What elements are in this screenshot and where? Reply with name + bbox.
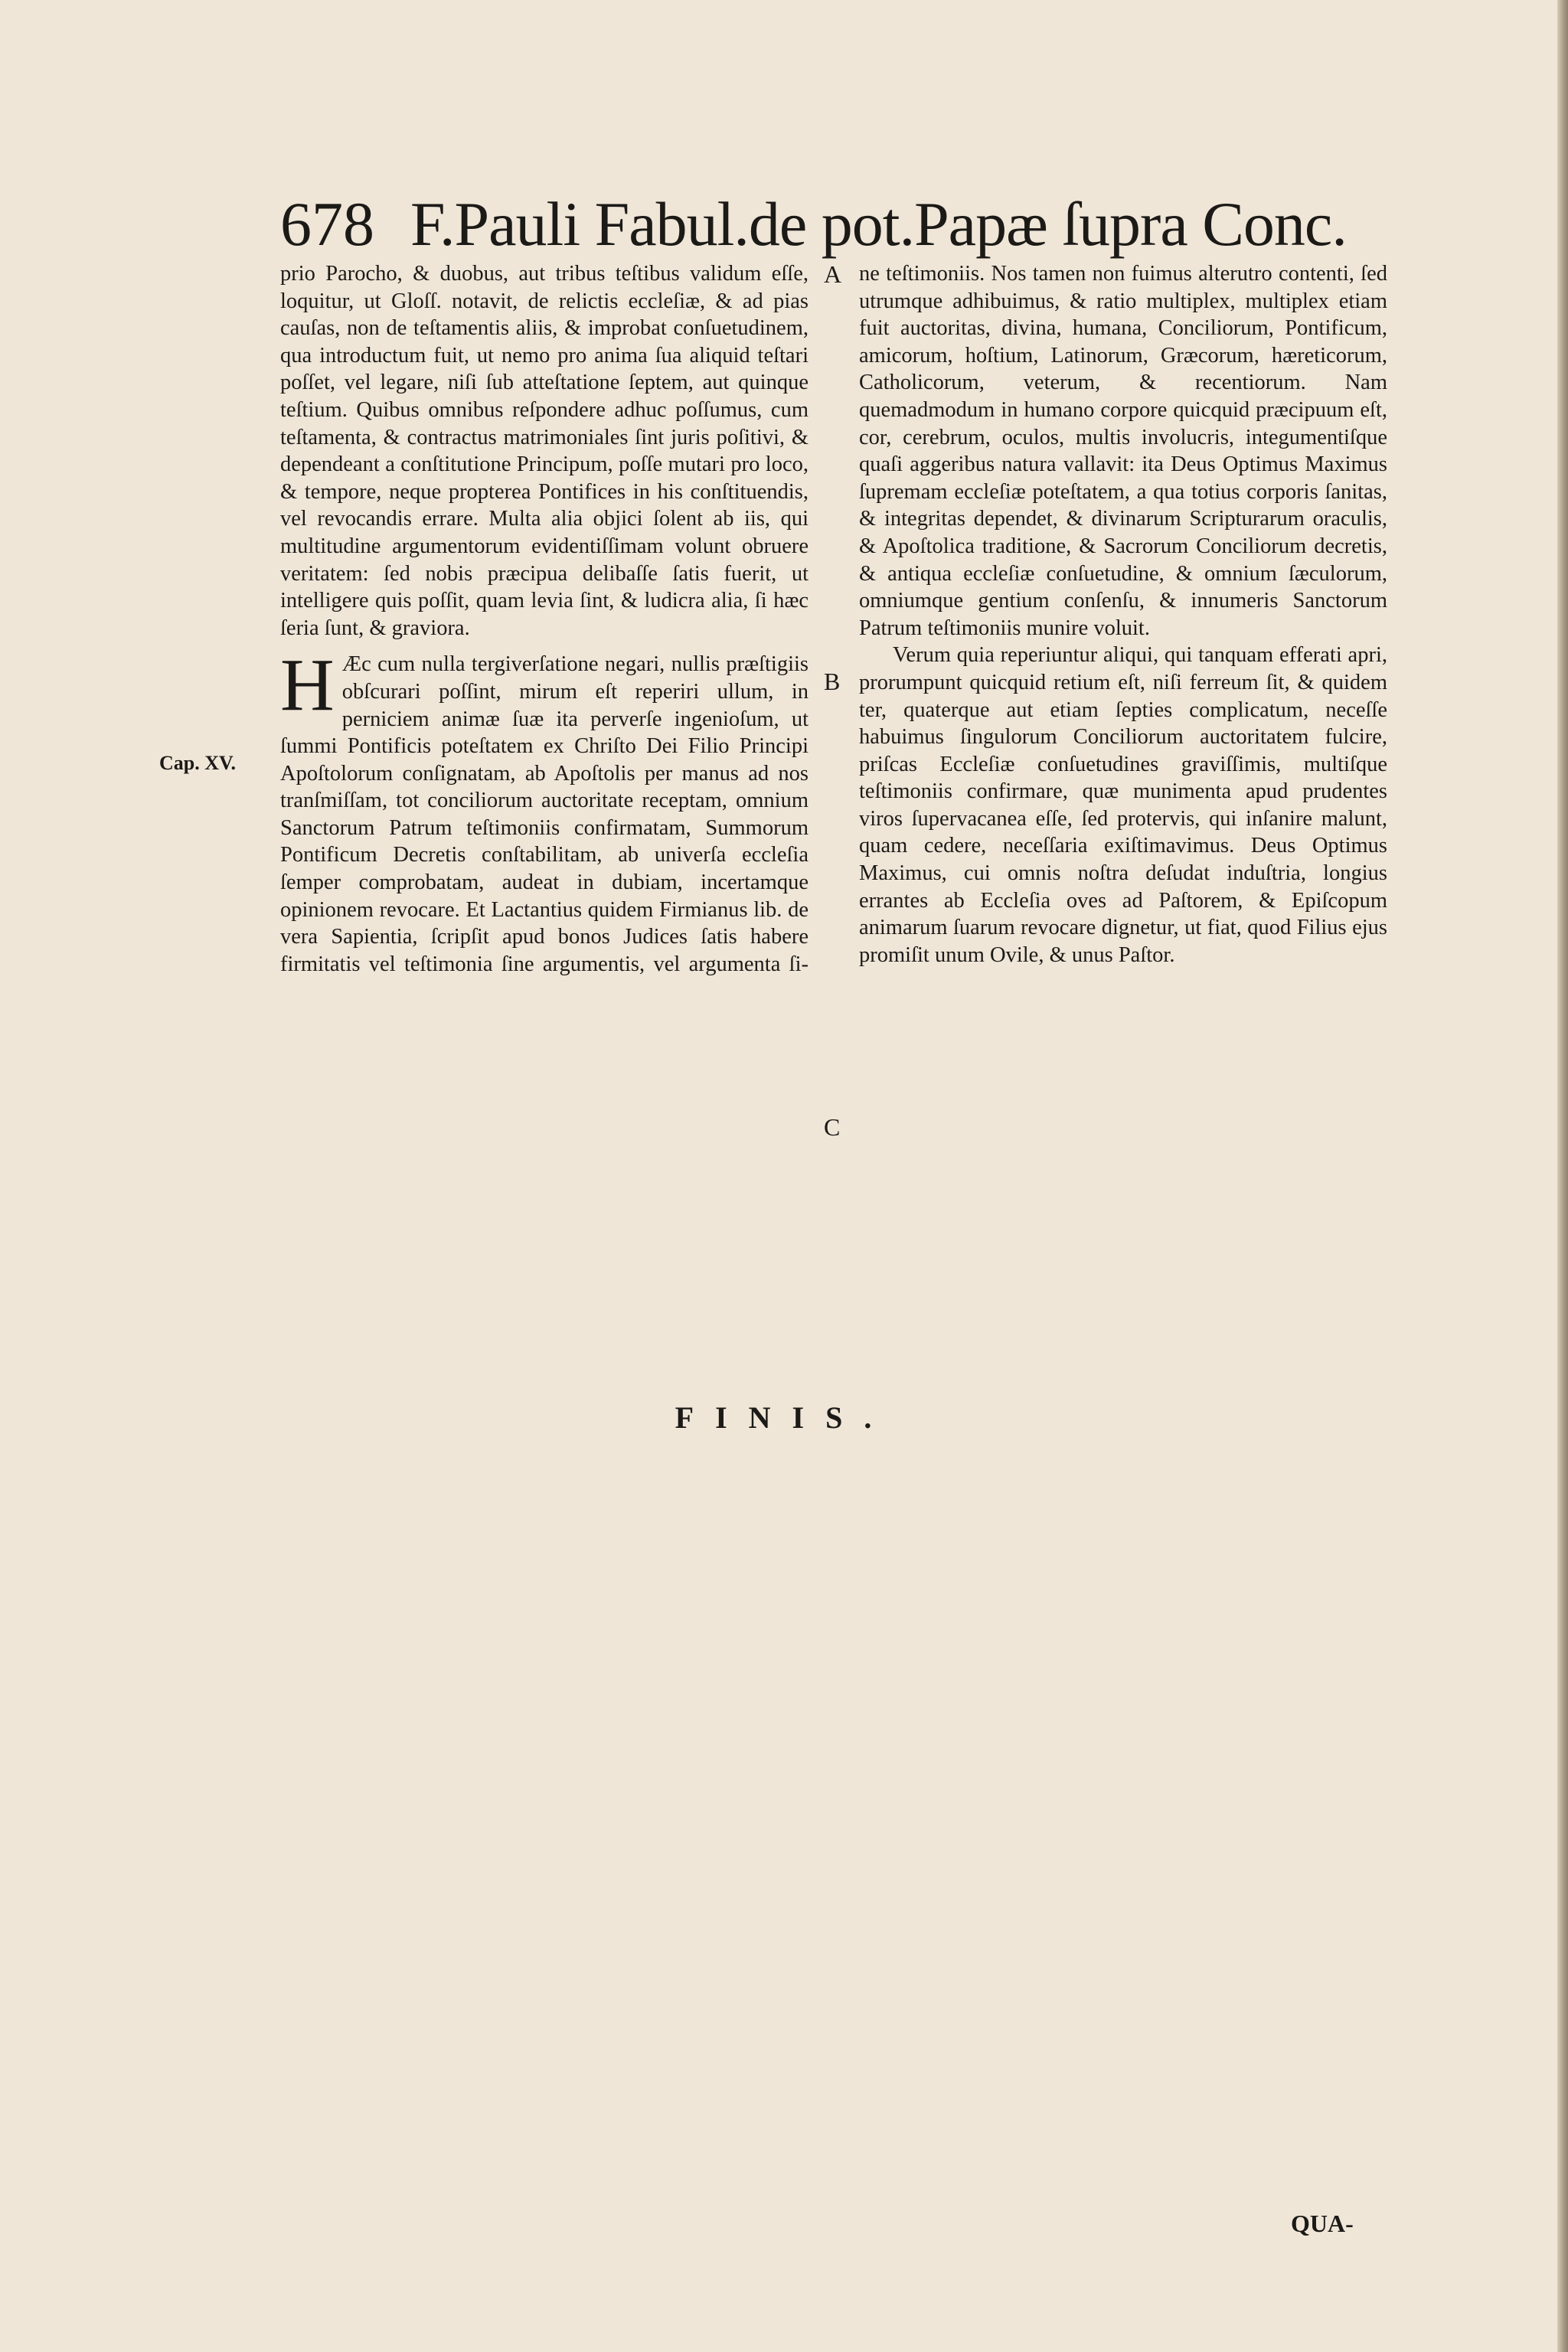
right-paragraph-2: Verum quia reperiuntur aliqui, qui tanquam efferati apri, prorumpunt quicquid retium eſt, niſi ferreum ſit, & quidem ter, quaterque aut etiam ſepties complicatum, neceſſe habuimus ſingulorum Conciliorum auctoritatem fulcire, priſcas Eccleſiæ conſuetudines graviſſimis, multiſque teſtimoniis confirmare, quæ munimenta apud prudentes viros ſupervacanea eſſe, ſed protervis, qui inſanire malunt, quam cedere, neceſſaria exiſtimavimus. Deus Optimus Maximus, cui omnis noſtra deſudat induſtria, longius errantes ab Eccleſia oves ad Paſtorem, & Epiſcopum animarum ſuarum revocare dignetur, ut fiat, quod Filius ejus promiſit unum Ovile, & unus Paſtor. [859, 643, 1387, 967]
drop-cap: H [280, 644, 335, 727]
page-number: 678 [280, 189, 374, 259]
right-paragraph-1: ne teſtimoniis. Nos tamen non fuimus alterutro contenti, ſed utrumque adhibuimus, & ratio multiplex, multiplex etiam fuit auctoritas, divina, humana, Conciliorum, Pontificum, amicorum, hoſtium, Latinorum, Græcorum, hæreticorum, Catholicorum, veterum, & recentiorum. Nam quemadmodum in humano corpore quicquid præcipuum eſt, cor, cerebrum, oculos, multis involucris, integumentiſque quaſi aggeribus natura vallavit: ita Deus Optimus Maximus ſupremam eccleſiæ poteſtatem, a qua totius corporis ſanitas, & integritas dependet, & divinarum Scripturarum oraculis, & Apoſtolica traditione, & Sacrorum Conciliorum decretis, & antiqua eccleſiæ conſuetudine, & omnium ſæculorum, omniumque gentium conſenſu, & innumeris Sanctorum Patrum teſtimoniis munire voluit. [859, 262, 1387, 640]
margin-marker-c: C [824, 1113, 841, 1141]
left-column [280, 260, 808, 978]
page-edge [1557, 0, 1568, 2352]
margin-marker-a: A [824, 260, 842, 288]
running-title: F.Pauli Fabul.de pot.Papæ ſupra Conc. [410, 189, 1347, 259]
finis-heading: FINIS. [675, 1400, 893, 1435]
page-header [280, 182, 1367, 266]
left-paragraph-2-text: Æc cum nulla tergiverſatione negari, nullis præſtigiis obſcurari poſſint, mirum eſt reperiri ullum, in perniciem animæ ſuæ ita perverſe ingenioſum, ut ſummi Pontificis poteſtatem ex Chriſto Dei Filio Principi Apoſtolorum conſignatam, ab Apoſtolis per manus ad nos tranſmiſſam, tot conciliorum auctoritate receptam, omnium Sanctorum Patrum teſtimoniis confirmatam, Summorum Pontificum Decretis conſtabilitam, ab univerſa eccleſia ſemper comprobatam, audeat in dubiam, incertamque opinionem revocare. Et Lactantius quidem Firmianus lib. de vera Sapientia, ſcripſit apud bonos Judices ſatis habere firmitatis vel teſtimonia ſine argumentis, vel argumenta ſi- [280, 652, 808, 976]
chapter-label: Cap. XV. [159, 752, 236, 774]
left-paragraph-2 [280, 644, 808, 978]
margin-marker-b: B [824, 668, 841, 695]
right-column [859, 260, 1387, 969]
left-paragraph-1: prio Parocho, & duobus, aut tribus teſtibus validum eſſe, loquitur, ut Gloſſ. notavit, de relictis eccleſiæ, & ad pias cauſas, non de teſtamentis aliis, & improbat conſuetudinem, qua introductum fuit, ut nemo pro anima ſua aliquid teſtari poſſet, vel legare, niſi ſub atteſtatione ſeptem, aut quinque teſtium. Quibus omnibus reſpondere adhuc poſſumus, cum teſtamenta, & contractus matrimoniales ſint juris poſitivi, & dependeant a conſtitutione Principum, poſſe mutari pro loco, & tempore, neque propterea Pontifices in his conſtituendis, vel revocandis errare. Multa alia objici ſolent ab iis, qui multitudine argumentorum evidentiſſimam volunt obruere veritatem: ſed nobis præcipua delibaſſe ſatis fuerit, ut intelligere quis poſſit, quam levia ſint, & ludicra alia, ſi hæc ſeria ſunt, & graviora. [280, 262, 808, 640]
catchword: QUA- [1291, 2210, 1354, 2237]
